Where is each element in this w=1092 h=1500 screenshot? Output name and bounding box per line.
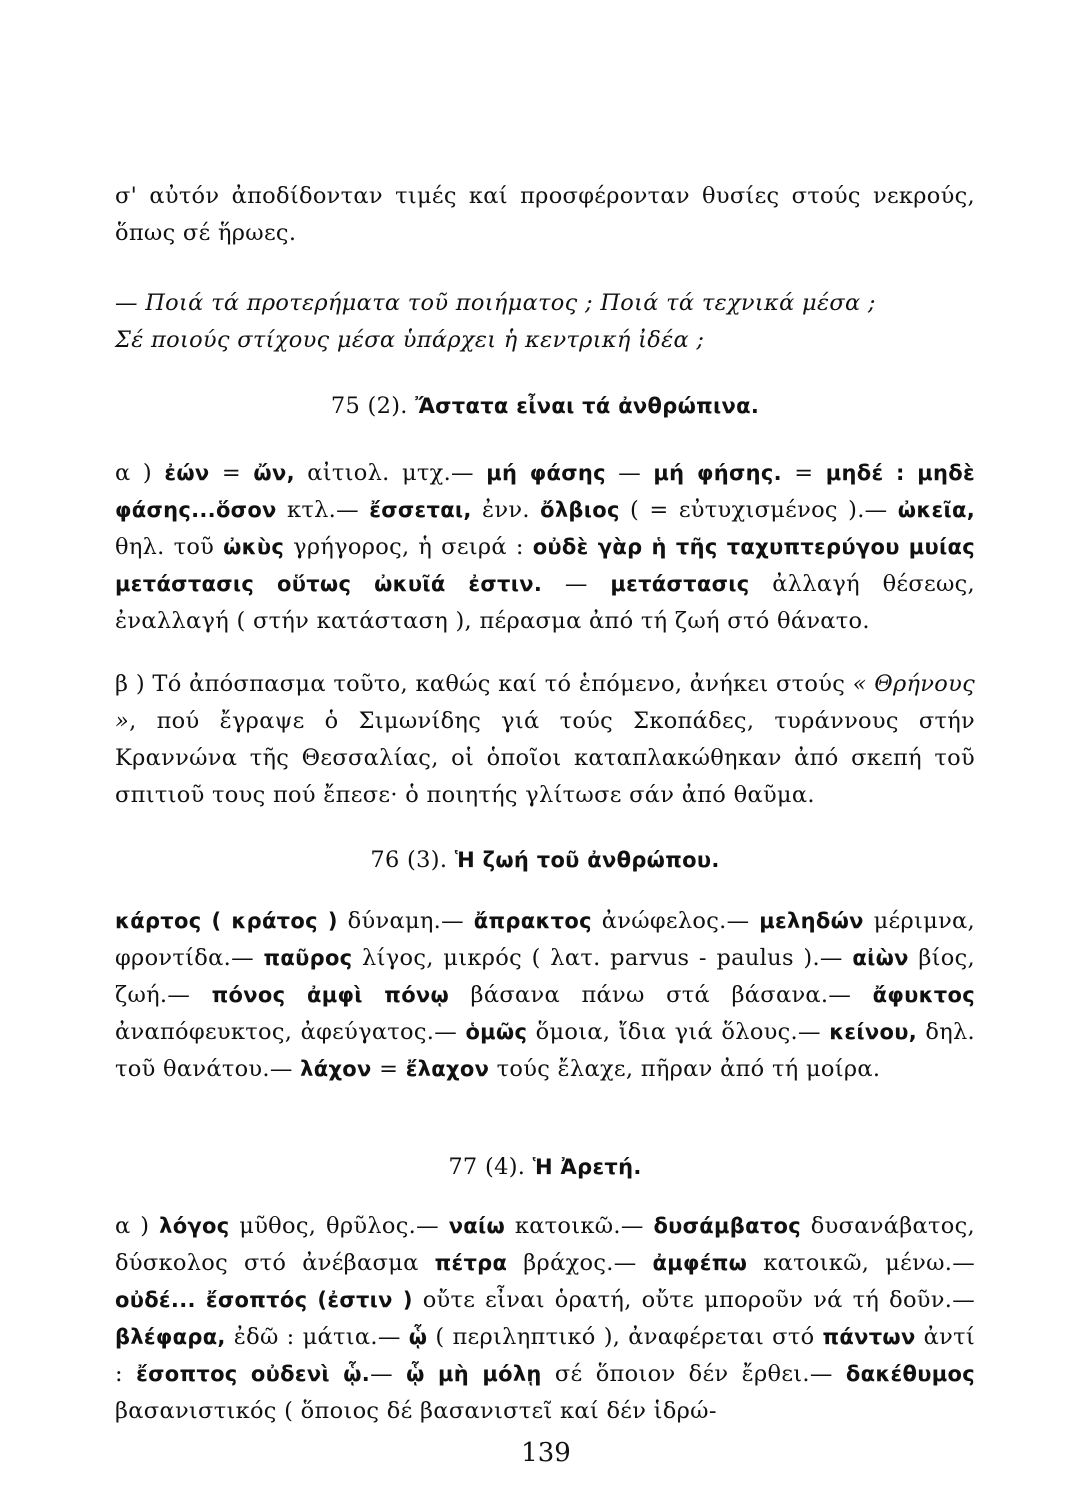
gloss: ἐδῶ : μάτια.— bbox=[225, 1324, 409, 1350]
gloss: , πού ἔγραψε ὁ Σιμωνίδης γιά τούς Σκοπάδες, τυράννους στήν Κραννώνα τῆς Θεσσαλίας, οἱ ὁποῖοι καταπλακώθηκαν ἀπό σκεπή τοῦ σπιτιοῦ τους πού ἔπεσε· ὁ ποιητής γλίτωσε σάν ἀπό θαῦμα. bbox=[115, 708, 975, 808]
term: μεληδών bbox=[759, 909, 864, 933]
gloss: ἀναπόφευκτος, ἀφεύγατος.— bbox=[115, 1019, 466, 1045]
gloss: ἐνν. bbox=[471, 497, 541, 523]
term: οὐδὲ γὰρ ἡ τῆς ταχυπτερύγου μυίας μετάστασις οὕτως ὠκυῖά ἐστιν. bbox=[115, 535, 975, 596]
section-77-number: 77 (4). bbox=[448, 1154, 526, 1180]
gloss: = bbox=[371, 1056, 406, 1082]
gloss: κατοικῶ, μένω.— bbox=[747, 1250, 976, 1276]
section-75-title: Ἄστατα εἶναι τά ἀνθρώπινα. bbox=[415, 394, 760, 418]
section-75-note-b bbox=[115, 666, 975, 814]
term: παῦρος bbox=[263, 946, 353, 970]
term: ὄλβιος bbox=[540, 498, 620, 522]
term: ᾧ μὴ μόλῃ bbox=[406, 1362, 542, 1386]
term: δακέθυμος bbox=[845, 1362, 975, 1386]
gloss: τούς ἔλαχε, πῆραν ἀπό τή μοίρα. bbox=[489, 1056, 881, 1082]
term: πάντων bbox=[822, 1325, 916, 1349]
term: λόγος bbox=[159, 1214, 230, 1238]
term: ᾧ bbox=[408, 1325, 428, 1349]
gloss: μέριμνα, φροντίδα.— bbox=[115, 908, 976, 971]
term: ἔλαχον bbox=[405, 1057, 490, 1081]
term: ἄπρακτος bbox=[473, 909, 592, 933]
term: μηδέ : μηδὲ φάσης...ὅσον bbox=[115, 461, 976, 522]
gloss: — bbox=[370, 1361, 407, 1387]
question-line-2: Σέ ποιούς στίχους μέσα ὑπάρχει ἡ κεντρική ἰδέα ; bbox=[115, 327, 705, 353]
intro-paragraph: σ' αὐτόν ἀποδίδονταν τιμές καί προσφέρονταν θυσίες στούς νεκρούς, ὅπως σέ ἥρωες. bbox=[115, 183, 975, 246]
page-number: 139 bbox=[521, 1438, 571, 1468]
gloss: μῦθος, θρῦλος.— bbox=[229, 1213, 449, 1239]
term: ὁμῶς bbox=[465, 1020, 528, 1044]
gloss: ἀντί : bbox=[115, 1324, 975, 1387]
gloss: σέ ὅποιον δέν ἔρθει.— bbox=[541, 1361, 846, 1387]
term: μετάστασις bbox=[610, 572, 750, 596]
term: πέτρα bbox=[434, 1251, 508, 1275]
gloss: — bbox=[605, 460, 654, 486]
term: βλέφαρα, bbox=[115, 1325, 226, 1349]
term: ναίω bbox=[448, 1214, 506, 1238]
term: ἄφυκτος bbox=[872, 983, 975, 1007]
gloss: = bbox=[781, 460, 826, 486]
gloss: ( περιληπτικό ), ἀναφέρεται στό bbox=[427, 1324, 823, 1350]
gloss: ὅμοια, ἴδια γιά ὅλους.— bbox=[527, 1019, 830, 1045]
gloss: ἀνώφελος.— bbox=[591, 908, 760, 934]
section-76-number: 76 (3). bbox=[370, 847, 448, 873]
term: ἔσσεται, bbox=[369, 498, 472, 522]
term: πόνος ἀμφὶ πόνῳ bbox=[211, 983, 450, 1007]
term: αἰὼν bbox=[852, 946, 909, 970]
gloss: δηλ. τοῦ θανάτου.— bbox=[115, 1019, 976, 1082]
gloss: ἀλλαγή θέσεως, ἐναλλαγή ( στήν κατάσταση ), πέρασμα ἀπό τή ζωή στό θάνατο. bbox=[115, 571, 975, 634]
section-77-title: Ἡ Ἀρετή. bbox=[532, 1155, 642, 1179]
section-76-notes bbox=[115, 903, 975, 1088]
work-title: « Θρήνους » bbox=[115, 671, 975, 734]
section-75-heading bbox=[115, 388, 975, 425]
gloss: βάσανα πάνω στά βάσανα.— bbox=[449, 982, 873, 1008]
label-a: α ) bbox=[115, 460, 165, 486]
term: μή φήσης. bbox=[653, 461, 782, 485]
gloss: οὔτε εἶναι ὁρατή, οὔτε μποροῦν νά τή δοῦν.— bbox=[412, 1287, 975, 1313]
gloss: ( = εὐτυχισμένος ).— bbox=[619, 497, 898, 523]
label-a: α ) bbox=[115, 1213, 160, 1239]
gloss: βράχος.— bbox=[507, 1250, 653, 1276]
section-77-heading bbox=[115, 1149, 975, 1186]
gloss: — bbox=[542, 571, 611, 597]
question-line-1: — Ποιά τά προτερήματα τοῦ ποιήματος ; Ποιά τά τεχνικά μέσα ; bbox=[115, 290, 876, 316]
gloss: λίγος, μικρός ( λατ. parvus - paulus ).— bbox=[352, 945, 853, 971]
section-76-title: Ἡ ζωή τοῦ ἀνθρώπου. bbox=[454, 848, 720, 872]
term: ὠκὺς bbox=[223, 535, 285, 559]
gloss: βίος, ζωή.— bbox=[115, 945, 975, 1008]
section-75-note-a bbox=[115, 455, 975, 640]
term: οὐδέ... ἔσοπτός (ἐστιν ) bbox=[115, 1288, 413, 1312]
section-75-number: 75 (2). bbox=[330, 393, 408, 419]
term: μή φάσης bbox=[486, 461, 606, 485]
term: ἔσοπτος οὐδενὶ ᾧ. bbox=[136, 1362, 371, 1386]
term: δυσάμβατος bbox=[653, 1214, 802, 1238]
section-76-heading bbox=[115, 842, 975, 879]
term: κείνου, bbox=[829, 1020, 917, 1044]
term: κάρτος ( κράτος ) bbox=[115, 909, 338, 933]
gloss: δύναμη.— bbox=[337, 908, 474, 934]
term: ὠκεῖα, bbox=[897, 498, 976, 522]
gloss: β ) Τό ἀπόσπασμα τοῦτο, καθώς καί τό ἑπόμενο, ἀνήκει στούς bbox=[115, 671, 853, 697]
term: ὤν, bbox=[253, 461, 295, 485]
term: λάχον bbox=[300, 1057, 372, 1081]
gloss: κτλ.— bbox=[276, 497, 370, 523]
gloss: γρήγορος, ἡ σειρά : bbox=[284, 534, 533, 560]
gloss: δυσανάβατος, δύσκολος στό ἀνέβασμα bbox=[115, 1213, 975, 1276]
section-77-notes bbox=[115, 1208, 975, 1430]
gloss: θηλ. τοῦ bbox=[115, 534, 224, 560]
term: ἀμφέπω bbox=[652, 1251, 748, 1275]
gloss: = bbox=[209, 460, 254, 486]
gloss: κατοικῶ.— bbox=[505, 1213, 654, 1239]
gloss: αἰτιολ. μτχ.— bbox=[294, 460, 487, 486]
term: ἐών bbox=[164, 461, 210, 485]
gloss: βασανιστικός ( ὅποιος δέ βασανιστεῖ καί δέν ἱδρώ- bbox=[115, 1398, 717, 1424]
